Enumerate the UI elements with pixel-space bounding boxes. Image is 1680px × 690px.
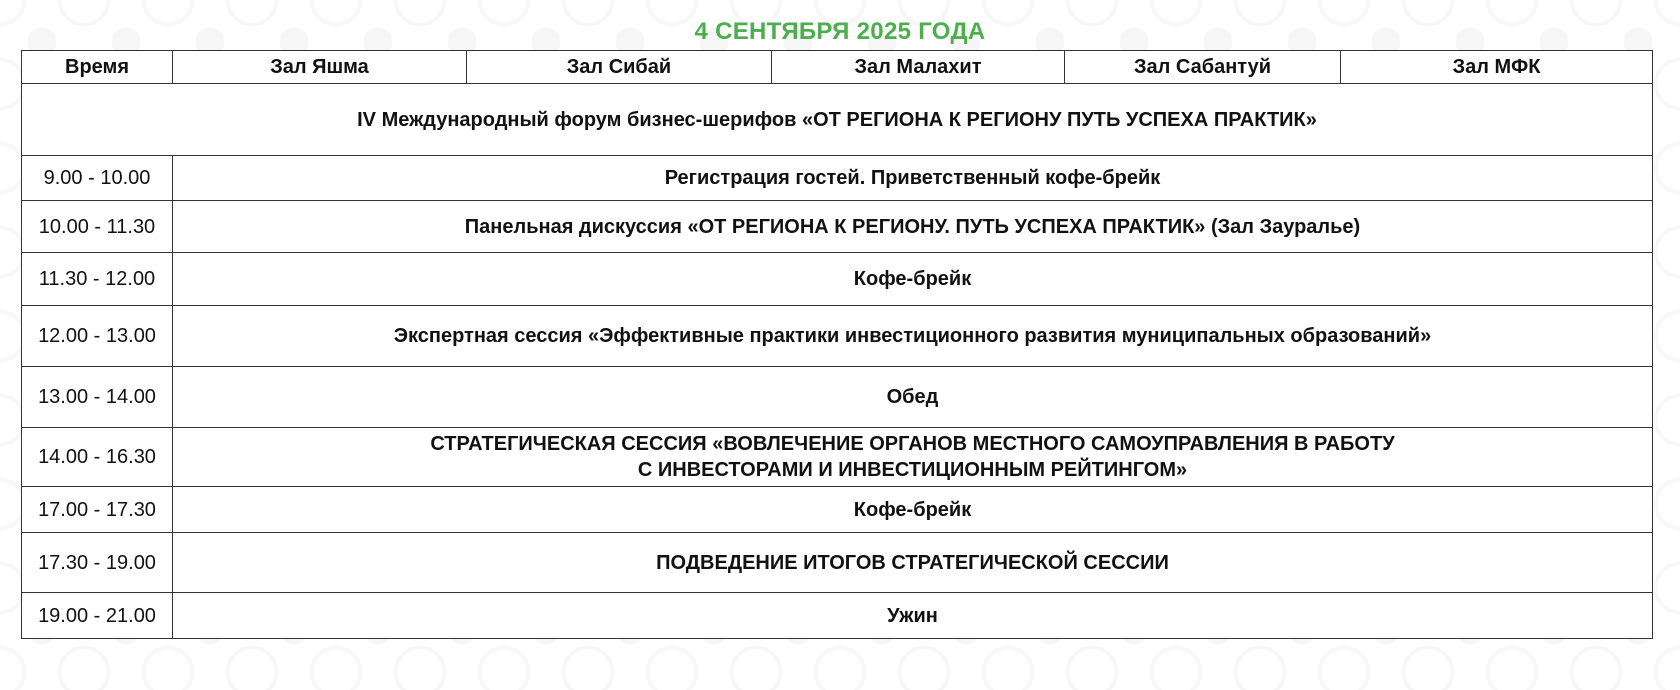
column-header-hall-mfk: Зал МФК xyxy=(1341,51,1653,84)
event-cell: Кофе-брейк xyxy=(173,253,1653,306)
table-row xyxy=(22,156,1653,201)
event-line: С ИНВЕСТОРАМИ И ИНВЕСТИЦИОННЫМ РЕЙТИНГОМ» xyxy=(637,459,1188,481)
column-header-hall-sabantuy: Зал Сабантуй xyxy=(1065,51,1341,84)
table-row xyxy=(22,201,1653,253)
event-cell: Кофе-брейк xyxy=(173,487,1653,533)
column-header-hall-sibay: Зал Сибай xyxy=(467,51,772,84)
time-cell: 10.00 - 11.30 xyxy=(22,201,173,253)
time-cell: 17.00 - 17.30 xyxy=(22,487,173,533)
column-header-hall-malakhit: Зал Малахит xyxy=(772,51,1065,84)
page-title: 4 СЕНТЯБРЯ 2025 ГОДА xyxy=(694,18,986,45)
event-cell: Ужин xyxy=(173,593,1653,639)
time-cell: 17.30 - 19.00 xyxy=(22,533,173,593)
time-cell: 9.00 - 10.00 xyxy=(22,156,173,201)
forum-title: IV Международный форум бизнес-шерифов «ОТ РЕГИОНА К РЕГИОНУ ПУТЬ УСПЕХА ПРАКТИК» xyxy=(22,84,1653,156)
table-row xyxy=(22,253,1653,306)
table-row xyxy=(22,487,1653,533)
event-cell: Регистрация гостей. Приветственный кофе-брейк xyxy=(173,156,1653,201)
schedule-table xyxy=(21,50,1653,639)
header-row xyxy=(22,51,1653,84)
event-cell: ПОДВЕДЕНИЕ ИТОГОВ СТРАТЕГИЧЕСКОЙ СЕССИИ xyxy=(173,533,1653,593)
forum-title-row xyxy=(22,84,1653,156)
event-cell: Обед xyxy=(173,367,1653,428)
column-header-time: Время xyxy=(22,51,173,84)
table-row xyxy=(22,593,1653,639)
table-row xyxy=(22,306,1653,367)
event-line: СТРАТЕГИЧЕСКАЯ СЕССИЯ «ВОВЛЕЧЕНИЕ ОРГАНОВ МЕСТНОГО САМОУПРАВЛЕНИЯ В РАБОТУ xyxy=(430,433,1395,455)
table-row xyxy=(22,367,1653,428)
time-cell: 14.00 - 16.30 xyxy=(22,428,173,487)
time-cell: 13.00 - 14.00 xyxy=(22,367,173,428)
column-header-hall-yashma: Зал Яшма xyxy=(173,51,467,84)
time-cell: 11.30 - 12.00 xyxy=(22,253,173,306)
time-cell: 12.00 - 13.00 xyxy=(22,306,173,367)
table-row xyxy=(22,533,1653,593)
time-cell: 19.00 - 21.00 xyxy=(22,593,173,639)
event-cell: Панельная дискуссия «ОТ РЕГИОНА К РЕГИОНУ. ПУТЬ УСПЕХА ПРАКТИК» (Зал Зауралье) xyxy=(173,201,1653,253)
table-row xyxy=(22,428,1653,487)
event-cell: Экспертная сессия «Эффективные практики инвестиционного развития муниципальных образований» xyxy=(173,306,1653,367)
event-cell xyxy=(173,428,1653,487)
